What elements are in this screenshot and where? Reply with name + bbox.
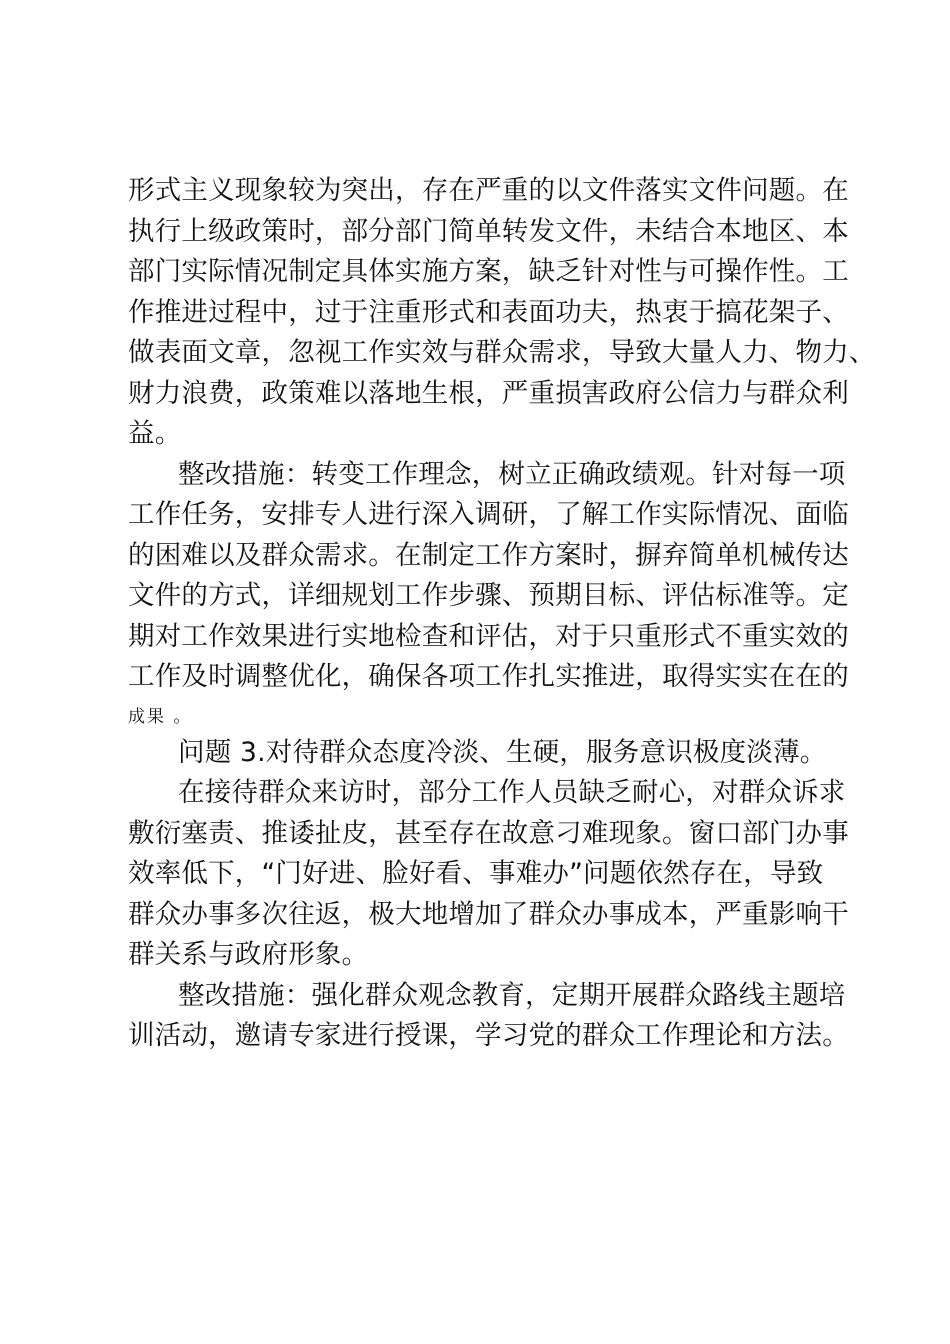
paragraph-line: 整改措施：转变工作理念，树立正确政绩观。针对每一项 — [178, 459, 846, 490]
paragraph-line: 训活动，邀请专家进行授课，学习党的群众工作理论和方法。 — [128, 1020, 849, 1051]
paragraph-line: 群众办事多次往返，极大地增加了群众办事成本，严重影响干 — [128, 899, 849, 930]
paragraph-line: 工作任务，安排专人进行深入调研，了解工作实际情况、面临 — [128, 499, 849, 530]
paragraph-line: 文件的方式，详细规划工作步骤、预期目标、评估标准等。定 — [128, 580, 849, 611]
paragraph-line: 的困难以及群众需求。在制定工作方案时，摒弃简单机械传达 — [128, 540, 849, 571]
paragraph-line: 益。 — [128, 418, 182, 449]
paragraph-line: 工作及时调整优化，确保各项工作扎实推进，取得实实在在的 — [128, 661, 849, 692]
paragraph-line: 部门实际情况制定具体实施方案，缺乏针对性与可操作性。工 — [128, 256, 849, 287]
paragraph-line: 敷衍塞责、推诿扯皮，甚至存在故意刁难现象。窗口部门办事 — [128, 818, 849, 849]
paragraph-line: 效率低下，“门好进、脸好看、事难办”问题依然存在，导致 — [128, 858, 824, 889]
paragraph-line: 整改措施：强化群众观念教育，定期开展群众路线主题培 — [178, 980, 846, 1011]
paragraph-line: 在接待群众来访时，部分工作人员缺乏耐心，对群众诉求 — [178, 777, 846, 808]
paragraph-line: 财力浪费，政策难以落地生根，严重损害政府公信力与群众利 — [128, 378, 849, 409]
paragraph-line: 形式主义现象较为突出，存在严重的以文件落实文件问题。在 — [128, 175, 849, 206]
paragraph-line: 群关系与政府形象。 — [128, 939, 369, 970]
paragraph-line: 执行上级政策时，部分部门简单转发文件，未结合本地区、本 — [128, 216, 849, 247]
paragraph-line: 成果 。 — [128, 707, 193, 727]
paragraph-line: 做表面文章，忽视工作实效与群众需求，导致大量人力、物力、 — [128, 337, 876, 368]
section-heading: 问题 3.对待群众态度冷淡、生硬，服务意识极度淡薄。 — [178, 737, 827, 768]
paragraph-line: 作推进过程中，过于注重形式和表面功夫，热衷于搞花架子、 — [128, 297, 849, 328]
paragraph-line: 期对工作效果进行实地检查和评估，对于只重形式不重实效的 — [128, 621, 849, 652]
